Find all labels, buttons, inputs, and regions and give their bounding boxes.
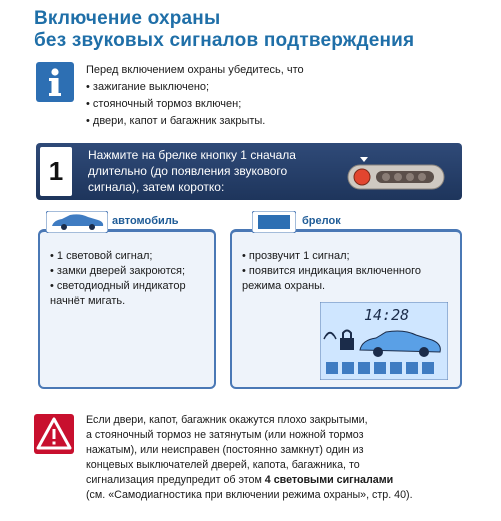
car-result-item: • светодиодный индикатор начнёт мигать. xyxy=(50,279,206,309)
precondition-block xyxy=(86,62,304,130)
keyfob-screen-icon xyxy=(252,211,296,233)
page-title xyxy=(34,8,414,52)
car-tab-label: автомобиль xyxy=(112,215,179,227)
warning-icon xyxy=(34,414,74,454)
warning-line: нажатым), или неисправен (постоянно замкнут) один из xyxy=(86,444,364,456)
precondition-item: • стояночный тормоз включен; xyxy=(86,96,304,113)
car-result-list xyxy=(50,249,206,309)
step-line-3: сигнала), затем коротко: xyxy=(88,180,225,194)
warning-line: а стояночный тормоз не затянутым (или ножной тормоз xyxy=(86,429,364,441)
warning-line: (см. «Самодиагностика при включении режима охраны», стр. 40). xyxy=(86,489,413,501)
keyfob-result-list xyxy=(242,249,452,294)
keyfob-lcd xyxy=(320,302,448,380)
keyfob-image xyxy=(346,157,446,196)
warning-emphasis: 4 световыми сигналами xyxy=(264,474,394,486)
step-instruction xyxy=(88,147,296,195)
step-line-2: длительно (до появления звукового xyxy=(88,164,288,178)
warning-line: Если двери, капот, багажник окажутся плохо закрытыми, xyxy=(86,414,368,426)
precondition-list xyxy=(86,79,304,130)
step-number: 1 xyxy=(40,147,72,196)
lcd-time: 14:28 xyxy=(364,306,410,324)
warning-text xyxy=(86,413,486,503)
info-icon xyxy=(36,62,74,102)
car-result-item: • 1 световой сигнал; xyxy=(50,249,206,264)
keyfob-panel xyxy=(230,229,462,389)
step-box xyxy=(36,143,462,200)
lcd-status-icons xyxy=(326,362,434,374)
keyfob-tab-label: брелок xyxy=(302,215,341,227)
title-line-1: Включение охраны xyxy=(34,8,221,29)
car-icon xyxy=(46,211,108,233)
warning-line: концевых выключателей дверей, капота, багажника, то xyxy=(86,459,360,471)
car-result-item: • замки дверей закроются; xyxy=(50,264,206,279)
precondition-intro: Перед включением охраны убедитесь, что xyxy=(86,64,304,76)
car-tab xyxy=(46,210,196,233)
precondition-item: • зажигание выключено; xyxy=(86,79,304,96)
title-line-2: без звуковых сигналов подтверждения xyxy=(34,30,415,51)
precondition-item: • двери, капот и багажник закрыты. xyxy=(86,113,304,130)
step-line-1: Нажмите на брелке кнопку 1 сначала xyxy=(88,148,296,162)
warning-line-part: сигнализация предупредит об этом xyxy=(86,474,265,486)
car-panel xyxy=(38,229,216,389)
warning-line xyxy=(86,473,486,488)
keyfob-result-item: • появится индикация включенного режима охраны. xyxy=(242,264,452,294)
keyfob-tab xyxy=(252,210,372,233)
press-arrow-icon xyxy=(360,157,368,162)
keyfob-result-item: • прозвучит 1 сигнал; xyxy=(242,249,452,264)
key-1-button xyxy=(354,169,370,185)
